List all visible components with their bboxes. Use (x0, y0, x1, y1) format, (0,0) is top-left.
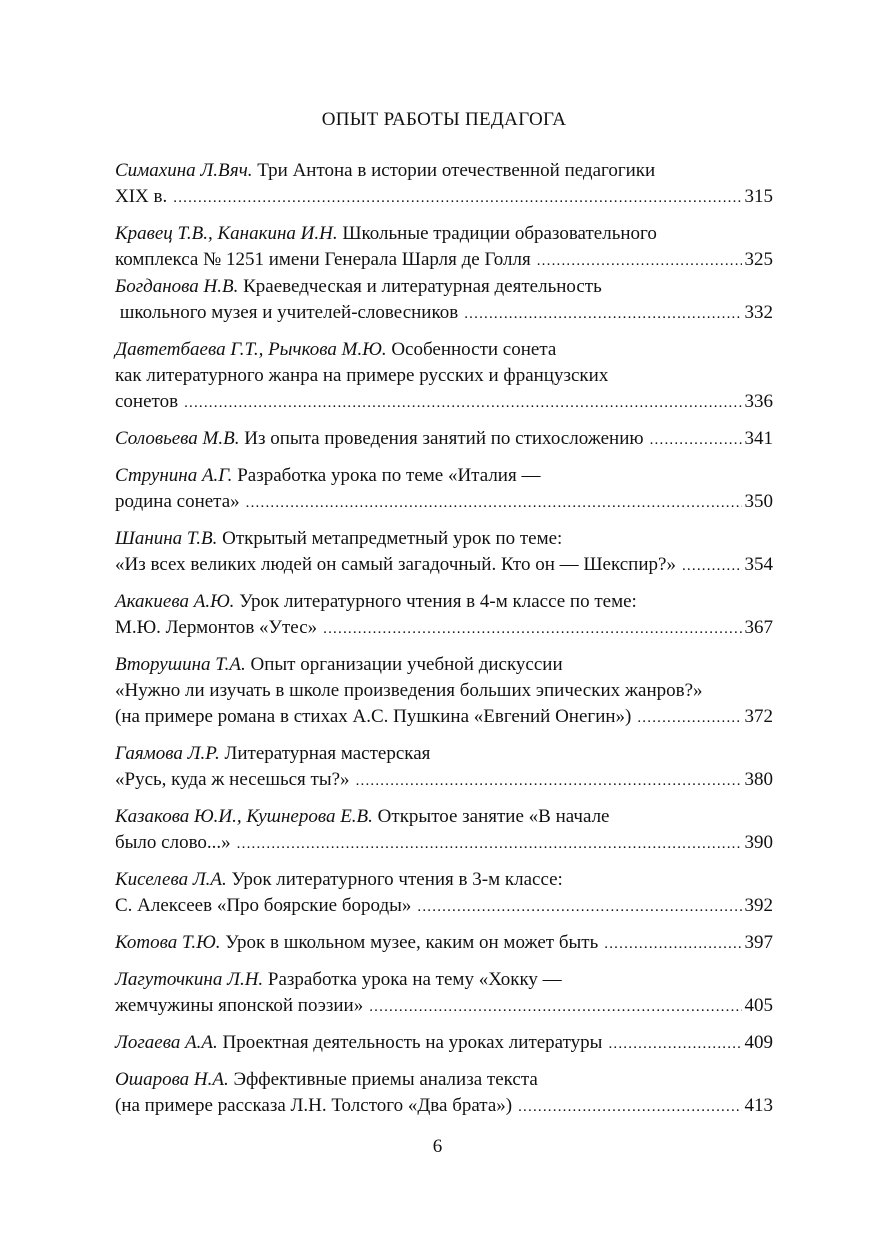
toc-page-number: 372 (744, 706, 773, 727)
toc-author: Богданова Н.В. (115, 276, 239, 297)
toc-page-number: 354 (744, 554, 773, 575)
dot-leader (173, 185, 741, 211)
toc-author: Киселева Л.А. (115, 869, 227, 890)
toc-entry (115, 652, 773, 730)
toc-entry-last-line (115, 552, 773, 578)
dot-leader (682, 553, 742, 579)
toc-entry-last-line (115, 489, 773, 515)
toc-author: Давтетбаева Г.Т., Рычкова М.Ю. (115, 339, 387, 360)
toc-entry (115, 804, 773, 856)
toc-author: Струнина А.Г. (115, 465, 233, 486)
toc-entry-last-line (115, 830, 773, 856)
toc-title-text: сонетов (115, 391, 179, 412)
toc-entries (115, 147, 773, 1119)
toc-entry-last-line (115, 993, 773, 1019)
toc-entry (115, 426, 773, 452)
toc-title-text: (на примере романа в стихах А.С. Пушкина «Евгений Онегин») (115, 706, 632, 727)
toc-author: Лагуточкина Л.Н. (115, 969, 264, 990)
dot-leader (369, 994, 741, 1020)
toc-page-number: 405 (744, 995, 773, 1016)
toc-entry-line (115, 363, 773, 389)
toc-title-text: Открытое занятие «В начале (377, 806, 610, 827)
toc-title-text: С. Алексеев «Про боярские бороды» (115, 895, 412, 916)
toc-entry-line (115, 1067, 773, 1093)
toc-entry (115, 1067, 773, 1119)
toc-entry-line (115, 678, 773, 704)
toc-entry (115, 589, 773, 641)
toc-entry (115, 967, 773, 1019)
toc-author: Котова Т.Ю. (115, 932, 221, 953)
toc-entry (115, 463, 773, 515)
toc-entry-line (115, 967, 773, 993)
toc-title-text: комплекса № 1251 имени Генерала Шарля де Голля (115, 249, 531, 270)
toc-entry-last-line (115, 389, 773, 415)
dot-leader (608, 1031, 741, 1057)
toc-title-text: как литературного жанра на примере русских и французских (115, 365, 609, 386)
toc-page-number: 367 (744, 617, 773, 638)
dot-leader (537, 248, 742, 274)
dot-leader (518, 1094, 741, 1120)
toc-entry-line (115, 526, 773, 552)
toc-title-text: Из опыта проведения занятий по стихосложению (244, 428, 644, 449)
toc-page-number: 315 (744, 186, 773, 207)
toc-author: Логаева А.А. (115, 1032, 218, 1053)
toc-author: Ошарова Н.А. (115, 1069, 229, 1090)
page-number: 6 (432, 1136, 443, 1157)
toc-entry (115, 221, 773, 273)
dot-leader (237, 831, 742, 857)
toc-title-text: Разработка урока по теме «Италия — (237, 465, 541, 486)
toc-author: Соловьева М.В. (115, 428, 240, 449)
toc-page-number: 413 (744, 1095, 773, 1116)
dot-leader (323, 616, 741, 642)
toc-page-number: 409 (744, 1032, 773, 1053)
toc-entry-line (115, 867, 773, 893)
toc-author: Шанина Т.В. (115, 528, 218, 549)
toc-title-text: родина сонета» (115, 491, 240, 512)
toc-title-text: Эффективные приемы анализа текста (233, 1069, 538, 1090)
dot-leader (604, 931, 741, 957)
toc-title-text: жемчужины японской поэзии» (115, 995, 364, 1016)
toc-page-number: 341 (744, 428, 773, 449)
toc-title-text: «Нужно ли изучать в школе произведения больших эпических жанров?» (115, 680, 703, 701)
section-title: ОПЫТ РАБОТЫ ПЕДАГОГА (321, 109, 567, 130)
toc-author: Казакова Ю.И., Кушнерова Е.В. (115, 806, 373, 827)
dot-leader (356, 768, 742, 794)
toc-title-text: Особенности сонета (391, 339, 557, 360)
toc-entry-last-line (115, 767, 773, 793)
toc-title-text: Литературная мастерская (224, 743, 431, 764)
toc-title-text: Опыт организации учебной дискуссии (250, 654, 563, 675)
toc-entry-last-line (115, 300, 773, 326)
toc-entry-last-line (115, 615, 773, 641)
toc-page-number: 380 (744, 769, 773, 790)
toc-page-number: 350 (744, 491, 773, 512)
toc-author: Вторушина Т.А. (115, 654, 246, 675)
toc-entry-last-line (115, 704, 773, 730)
toc-author: Симахина Л.Вяч. (115, 160, 253, 181)
toc-page-number: 397 (744, 932, 773, 953)
dot-leader (637, 705, 741, 731)
toc-title-text: Разработка урока на тему «Хокку — (267, 969, 562, 990)
toc-entry-last-line (115, 184, 773, 210)
toc-title-text: «Русь, куда ж несешься ты?» (115, 769, 350, 790)
toc-page-number: 336 (744, 391, 773, 412)
toc-entry (115, 274, 773, 326)
toc-entry-line (115, 158, 773, 184)
toc-author: Гаямова Л.Р. (115, 743, 220, 764)
toc-entry (115, 158, 773, 210)
toc-title-text: Проектная деятельность на уроках литературы (222, 1032, 603, 1053)
toc-entry-line (115, 221, 773, 247)
toc-title-text: Краеведческая и литературная деятельность (243, 276, 602, 297)
toc-title-text: Школьные традиции образовательного (342, 223, 657, 244)
toc-title-text: Открытый метапредметный урок по теме: (222, 528, 563, 549)
toc-title-text: Урок в школьном музее, каким он может быть (225, 932, 599, 953)
dot-leader (650, 427, 742, 453)
toc-author: Акакиева А.Ю. (115, 591, 235, 612)
dot-leader (464, 301, 741, 327)
toc-entry-line (115, 274, 773, 300)
toc-title-text: Урок литературного чтения в 3-м классе: (231, 869, 563, 890)
toc-entry-line (115, 589, 773, 615)
toc-page-number: 390 (744, 832, 773, 853)
toc-entry (115, 337, 773, 415)
toc-page-number: 332 (744, 302, 773, 323)
toc-entry-line (115, 652, 773, 678)
toc-title-text: М.Ю. Лермонтов «Утес» (115, 617, 318, 638)
toc-entry-line (115, 741, 773, 767)
toc-entry (115, 1030, 773, 1056)
toc-title-text: (на примере рассказа Л.Н. Толстого «Два брата») (115, 1095, 513, 1116)
toc-page-number: 325 (744, 249, 773, 270)
toc-entry (115, 741, 773, 793)
toc-entry-last-line (115, 426, 773, 452)
toc-entry-line (115, 463, 773, 489)
toc-entry (115, 867, 773, 919)
toc-entry-last-line (115, 247, 773, 273)
toc-entry-last-line (115, 930, 773, 956)
toc-title-text: было слово...» (115, 832, 231, 853)
dot-leader (246, 490, 742, 516)
toc-title-text: Три Антона в истории отечественной педагогики (257, 160, 656, 181)
dot-leader (184, 390, 741, 416)
toc-entry-last-line (115, 893, 773, 919)
toc-page-number: 392 (744, 895, 773, 916)
toc-entry-line (115, 804, 773, 830)
toc-entry (115, 930, 773, 956)
dot-leader (417, 894, 741, 920)
toc-author: Кравец Т.В., Канакина И.Н. (115, 223, 338, 244)
toc-title-text: XIX в. (115, 186, 168, 207)
toc-entry (115, 526, 773, 578)
toc-title-text: школьного музея и учителей-словесников (115, 302, 459, 323)
toc-entry-line (115, 337, 773, 363)
toc-entry-last-line (115, 1093, 773, 1119)
toc-entry-last-line (115, 1030, 773, 1056)
toc-title-text: «Из всех великих людей он самый загадочный. Кто он — Шекспир?» (115, 554, 676, 575)
toc-title-text: Урок литературного чтения в 4-м классе по теме: (239, 591, 637, 612)
